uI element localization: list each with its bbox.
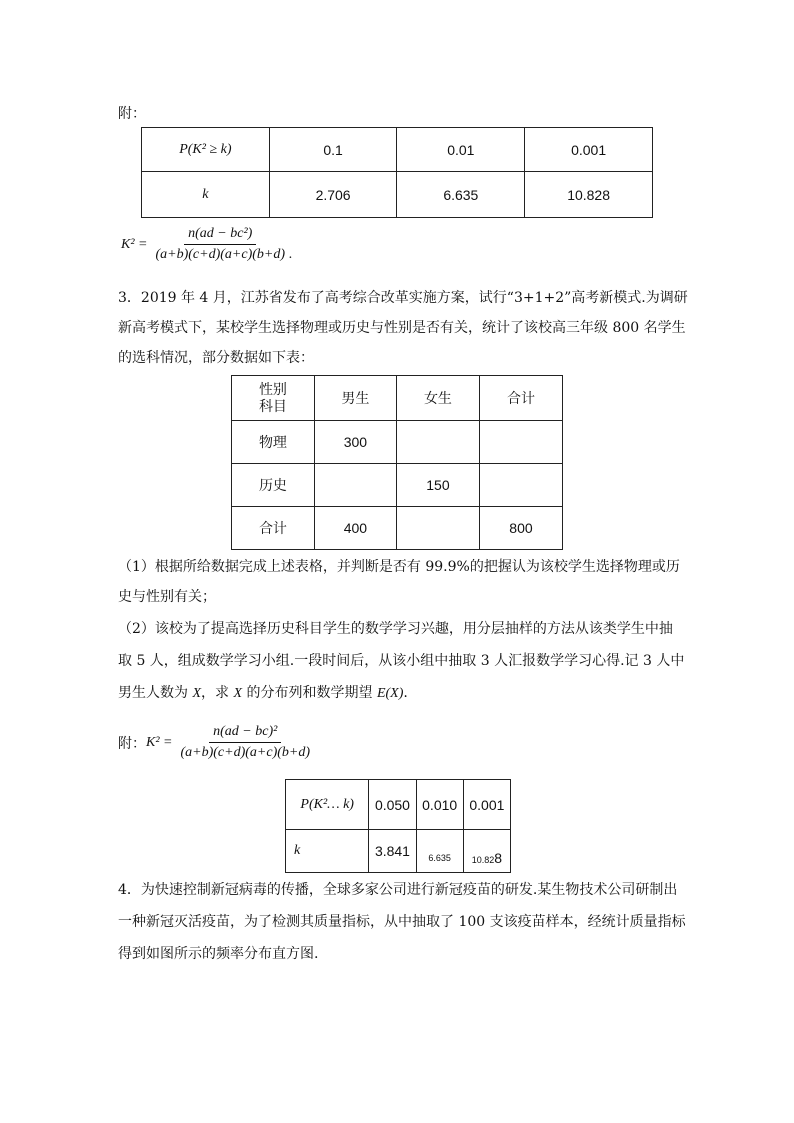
variable-x: X [233,686,243,701]
problem3-intro-line: 3．2019 年 4 月，江苏省发布了高考综合改革实施方案，试行“3+1+2”高考新模式.为调研 [118,290,688,306]
problem3-intro-line: 新高考模式下，某校学生选择物理或历史与性别是否有关，统计了该校高三年级 800 名学生 [118,320,686,336]
table1-p-value: 0.1 [269,128,397,172]
formula1-end: . [289,247,293,262]
question-1-line: 史与性别有关； [118,589,216,605]
problem3-intro [118,283,688,373]
table2-header-label: P(K²… k) [286,780,369,830]
q2-text: . [403,685,408,701]
table1-header-label: P(K² ≥ k) [142,128,270,172]
question-2 [118,614,684,709]
table2-k-value: 3.841 [369,830,416,873]
table-cell [314,464,396,507]
table2-k-value [416,830,463,873]
formula1-denominator: (a+b)(c+d)(a+c)(b+d) [155,247,285,262]
table1-k-value: 6.635 [397,172,525,218]
row-label: 合计 [232,507,315,550]
table-cell [479,421,562,464]
table-cell: 300 [314,421,396,464]
table-corner-cell [232,376,315,421]
table-cell [396,421,479,464]
contingency-table [231,375,563,550]
problem4 [118,875,686,969]
table2-k-value-tail: 8 [494,850,503,866]
corner-bottom-label: 科目 [258,398,287,414]
q2-text: 男生人数为 [118,685,193,701]
formula2-denominator: (a+b)(c+d)(a+c)(b+d) [180,745,310,760]
variable-x: X [192,686,202,701]
formula1-lhs: K² = [121,236,148,252]
corner-top-label: 性别 [258,381,287,397]
column-header: 男生 [314,376,396,421]
appendix-label: 附： [118,106,146,122]
row-label: 历史 [232,464,315,507]
k-squared-formula-1 [121,226,293,263]
problem4-line: 一种新冠灭活疫苗，为了检测其质量指标，从中抽取了 100 支该疫苗样本，经统计质量指标 [118,914,686,930]
problem3-intro-line: 的选科情况，部分数据如下表： [118,350,314,366]
expectation-ex: E(X) [376,686,404,701]
table-cell [396,507,479,550]
table1-p-value: 0.01 [397,128,525,172]
column-header: 女生 [396,376,479,421]
table2-row-label: k [286,830,369,873]
q2-text: 的分布列和数学期望 [242,685,377,701]
question-2-last-line [118,678,684,709]
problem4-line: 得到如图所示的频率分布直方图. [118,946,319,962]
question-1-line: （1）根据所给数据完成上述表格，并判断是否有 99.9%的把握认为该校学生选择物理或历 [118,559,680,575]
critical-value-table-1 [141,127,653,218]
table1-k-value: 2.706 [269,172,397,218]
table2-p-value: 0.001 [463,780,510,830]
k-squared-formula-2 [118,724,314,761]
table2-k-value-text: 6.635 [428,853,451,863]
table2-k-value [463,830,510,873]
formula1-numerator: n(ad − bc²) [184,226,256,245]
row-label: 物理 [232,421,315,464]
table-cell [479,464,562,507]
q2-text: ，求 [201,685,234,701]
column-header: 合计 [479,376,562,421]
table2-p-value: 0.050 [369,780,416,830]
question-1 [118,552,680,612]
table2-k-value-text: 10.82 [471,855,495,865]
table2-p-value: 0.010 [416,780,463,830]
problem4-line: 4．为快速控制新冠病毒的传播，全球多家公司进行新冠疫苗的研发.某生物技术公司研制出 [118,882,678,898]
appendix2-label: 附： [118,735,146,752]
table-cell: 400 [314,507,396,550]
table1-p-value: 0.001 [525,128,653,172]
formula2-fraction [176,724,314,761]
table1-k-value: 10.828 [525,172,653,218]
critical-value-table-2 [285,779,511,873]
formula1-fraction [151,226,289,263]
question-2-line: 取 5 人，组成数学学习小组.一段时间后，从该小组中抽取 3 人汇报数学学习心得.记 3 人中 [118,653,685,669]
question-2-line: （2）该校为了提高选择历史科目学生的数学学习兴趣，用分层抽样的方法从该类学生中抽 [118,621,673,637]
table-cell: 800 [479,507,562,550]
table-cell: 150 [396,464,479,507]
table1-row-label: k [142,172,270,218]
formula2-lhs: K² = [146,734,173,750]
formula2-numerator: n(ad − bc)² [209,724,281,743]
